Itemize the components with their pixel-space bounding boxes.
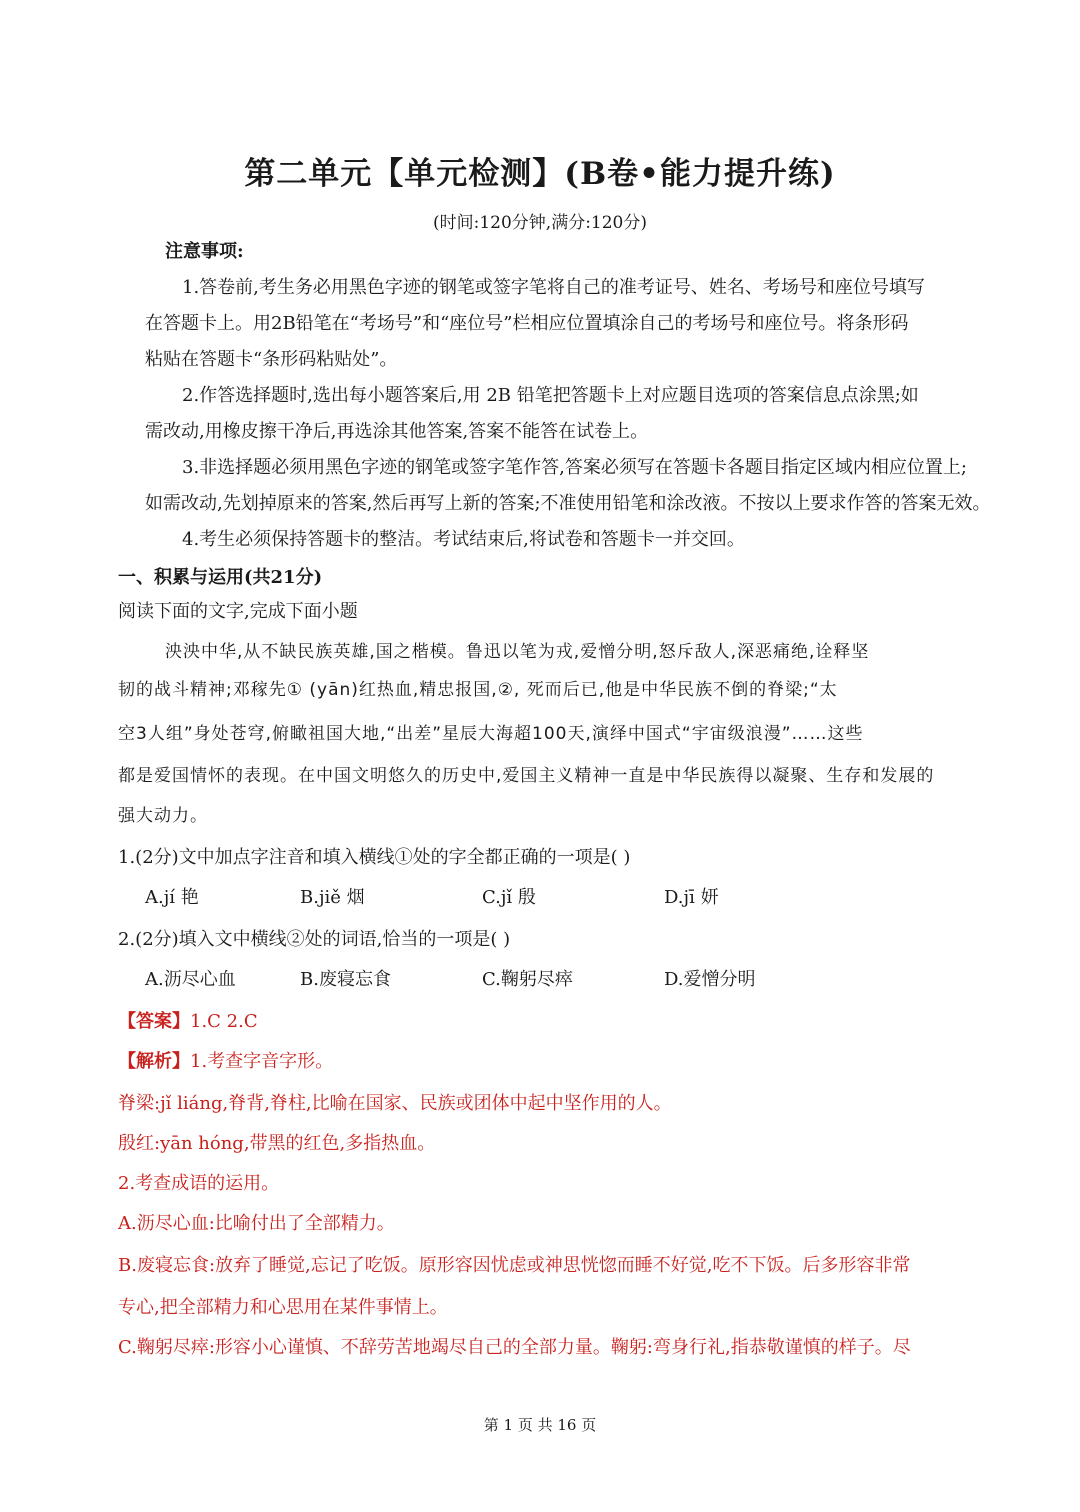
analysis-line	[118, 1050, 968, 1074]
passage-line: 韧的战斗精神;邓稼先① (yān)红热血,精忠报国,②, 死而后已,他是中华民族不倒的脊梁;“太	[118, 680, 838, 700]
passage-line: 泱泱中华,从不缺民族英雄,国之楷模。鲁迅以笔为戎,爱憎分明,怒斥敌人,深恶痛绝,诠释坚	[165, 642, 870, 662]
passage-line: 空3人组”身处苍穹,俯瞰祖国大地,“出差”星辰大海超100天,演绎中国式“宇宙级浪漫”……这些	[118, 724, 864, 744]
answer-option: D.爱憎分明	[664, 969, 756, 990]
notice-line: 2.作答选择题时,选出每小题答案后,用 2B 铅笔把答题卡上对应题目选项的答案信息点涂黑;如	[182, 385, 919, 406]
analysis-first: 1.考查字音字形。	[190, 1051, 334, 1072]
answer-text: 1.C 2.C	[190, 1011, 258, 1032]
analysis-line: B.废寝忘食:放弃了睡觉,忘记了吃饭。原形容因忧虑或神思恍惚而睡不好觉,吃不下饭。后多形容非常	[118, 1255, 911, 1276]
passage-line: 都是爱国情怀的表现。在中国文明悠久的历史中,爱国主义精神一直是中华民族得以凝聚、生存和发展的	[118, 766, 935, 786]
answer-option: B.废寝忘食	[300, 969, 391, 990]
answer-option: C.鞠躬尽瘁	[482, 969, 573, 990]
notice-line: 如需改动,先划掉原来的答案,然后再写上新的答案;不准使用铅笔和涂改液。不按以上要求作答的答案无效。	[145, 493, 991, 514]
answer-option: A.沥尽心血	[145, 969, 236, 990]
notice-line: 在答题卡上。用2B铅笔在“考场号”和“座位号”栏相应位置填涂自己的考场号和座位号。将条形码	[145, 313, 909, 334]
answer-tag: 【答案】	[118, 1011, 190, 1032]
answer-option: B.jiě 烟	[300, 887, 365, 908]
passage-line: 强大动力。	[118, 806, 208, 826]
analysis-line: 殷红:yān hóng,带黑的红色,多指热血。	[118, 1133, 436, 1154]
question-stem: 1.(2分)文中加点字注音和填入横线①处的字全都正确的一项是( )	[118, 847, 631, 868]
analysis-line: A.沥尽心血:比喻付出了全部精力。	[118, 1213, 395, 1234]
section-heading: 一、积累与运用(共21分)	[118, 567, 323, 588]
exam-time-info: (时间:120分钟,满分:120分)	[432, 213, 648, 233]
answer-line	[118, 1010, 968, 1034]
answer-option: C.jǐ 殷	[482, 887, 536, 908]
notice-line: 粘贴在答题卡“条形码粘贴处”。	[145, 349, 398, 370]
notice-line: 3.非选择题必须用黑色字迹的钢笔或签字笔作答,答案必须写在答题卡各题目指定区域内相应位置上;	[182, 457, 967, 478]
section-instruction: 阅读下面的文字,完成下面小题	[118, 601, 358, 622]
analysis-line: 专心,把全部精力和心思用在某件事情上。	[118, 1297, 448, 1318]
notice-line: 4.考生必须保持答题卡的整洁。考试结束后,将试卷和答题卡一并交回。	[182, 529, 745, 550]
analysis-tag: 【解析】	[118, 1051, 190, 1072]
notice-line: 1.答卷前,考生务必用黑色字迹的钢笔或签字笔将自己的准考证号、姓名、考场号和座位号填写	[182, 277, 925, 298]
analysis-line: 2.考查成语的运用。	[118, 1173, 280, 1194]
notice-line: 需改动,用橡皮擦干净后,再选涂其他答案,答案不能答在试卷上。	[145, 421, 649, 442]
analysis-line: C.鞠躬尽瘁:形容小心谨慎、不辞劳苦地竭尽自己的全部力量。鞠躬:弯身行礼,指恭敬谨慎的样子。尽	[118, 1337, 911, 1358]
question-stem: 2.(2分)填入文中横线②处的词语,恰当的一项是( )	[118, 929, 511, 950]
page-number: 第 1 页 共 16 页	[483, 1416, 597, 1434]
answer-option: A.jí 艳	[145, 887, 199, 908]
notice-heading: 注意事项:	[165, 241, 244, 262]
answer-option: D.jī 妍	[664, 887, 719, 908]
analysis-line: 脊梁:jǐ liáng,脊背,脊柱,比喻在国家、民族或团体中起中坚作用的人。	[118, 1093, 672, 1114]
page-title: 第二单元【单元检测】(B卷•能力提升练)	[244, 156, 836, 192]
